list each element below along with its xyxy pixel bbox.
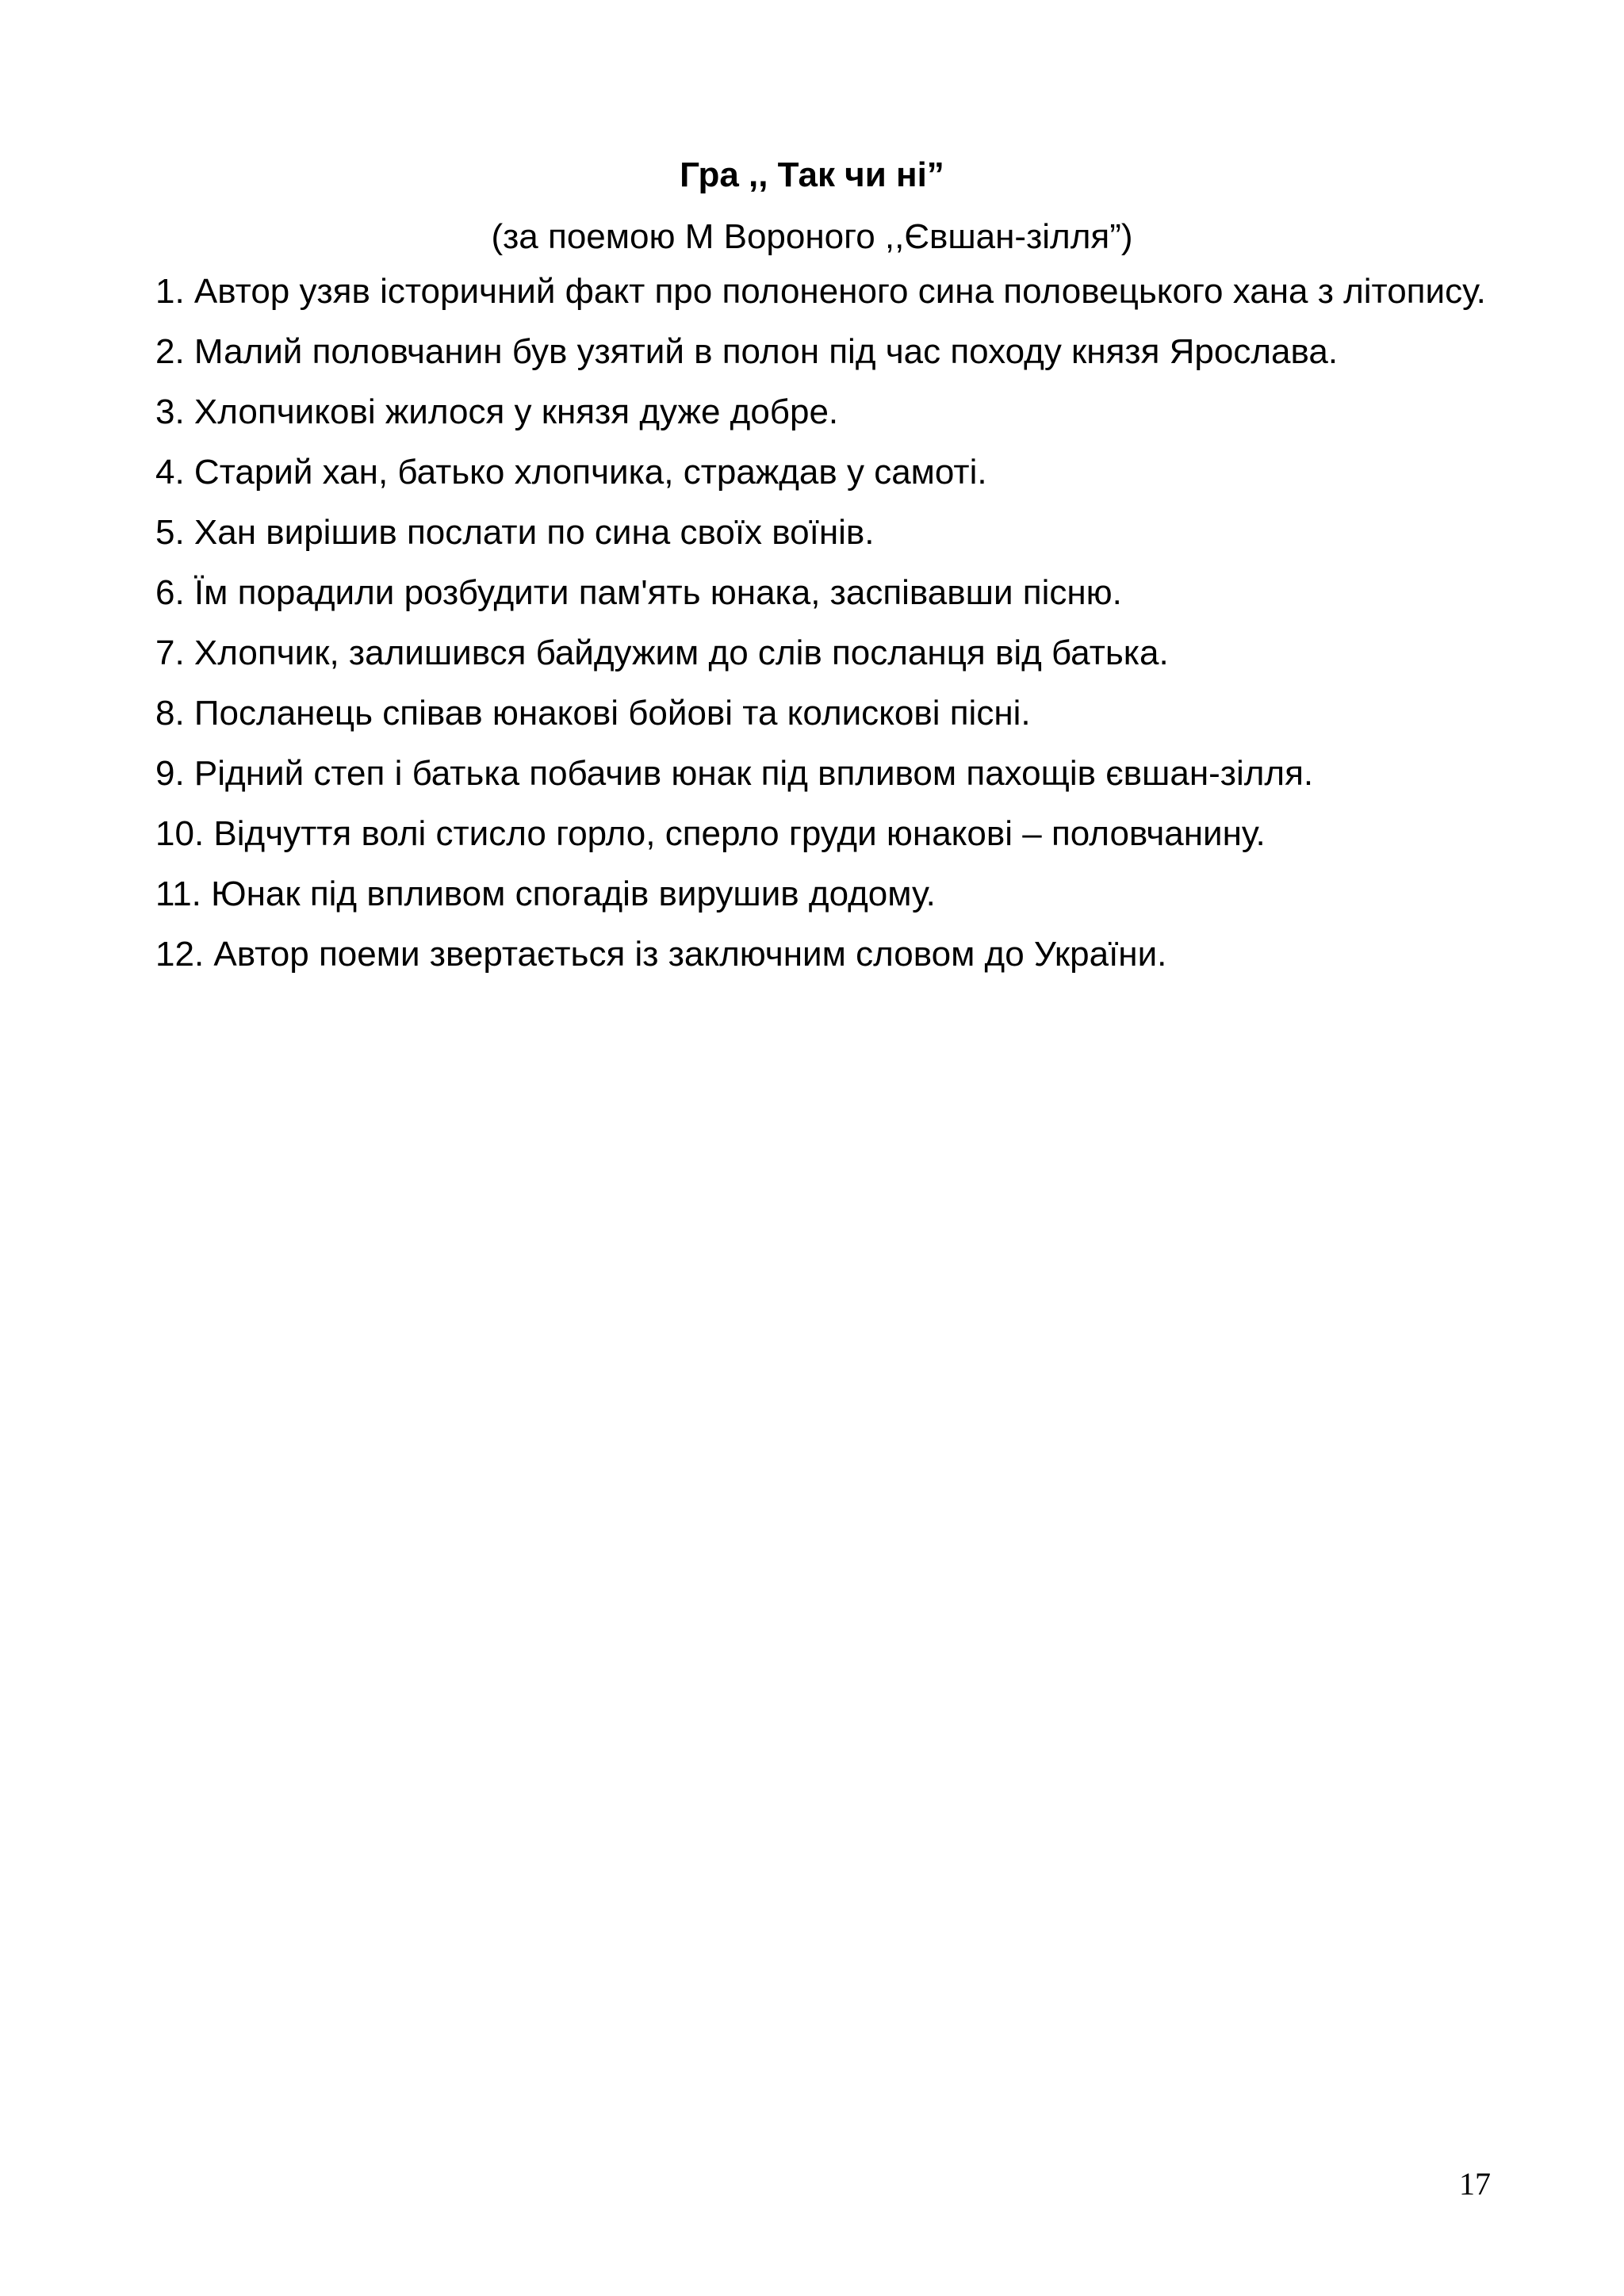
list-item-text: 4. Старий хан, батько хлопчика, страждав у самоті. [155, 453, 987, 492]
list-item-text: 1. Автор узяв історичний факт про полоненого сина половецького хана з літопису. [155, 272, 1486, 311]
list-item-text: 9. Рідний степ і батька побачив юнак під впливом пахощів євшан-зілля. [155, 754, 1314, 793]
list-item [155, 271, 1488, 312]
list-item-text: 7. Хлопчик, залишився байдужим до слів посланця від батька. [155, 633, 1169, 672]
list-item-text: 2. Малий половчанин був узятий в полон під час походу князя Ярослава. [155, 332, 1339, 371]
list-item [155, 813, 1488, 855]
list-item [155, 934, 1488, 975]
list-item [155, 753, 1488, 794]
list-item-text: 11. Юнак під впливом спогадів вирушив додому. [155, 874, 936, 913]
list-item-text: 3. Хлопчикові жилося у князя дуже добре. [155, 392, 839, 431]
list-item-text: 5. Хан вирішив послати по сина своїх воїнів. [155, 513, 875, 552]
list-item [155, 452, 1488, 493]
list-item-text: 10. Відчуття волі стисло горло, сперло груди юнакові – половчанину. [155, 814, 1266, 853]
list-item [155, 572, 1488, 614]
list-item-text: 8. Посланець співав юнакові бойові та колискові пісні. [155, 694, 1031, 733]
list-item [155, 331, 1488, 373]
list-item [155, 633, 1488, 674]
page-subtitle: (за поемою М Вороного ,,Євшан-зілля”) [491, 217, 1133, 256]
list-item [155, 874, 1488, 915]
list-item-text: 12. Автор поеми звертається із заключним словом до України. [155, 935, 1167, 974]
page-number: 17 [1459, 2166, 1491, 2202]
list-item [155, 512, 1488, 553]
list-item [155, 392, 1488, 433]
question-list [155, 271, 1488, 994]
page-title: Гра ,, Так чи ні” [680, 155, 944, 194]
list-item-text: 6. Їм порадили розбудити пам'ять юнака, заспівавши пісню. [155, 573, 1122, 612]
list-item [155, 693, 1488, 734]
